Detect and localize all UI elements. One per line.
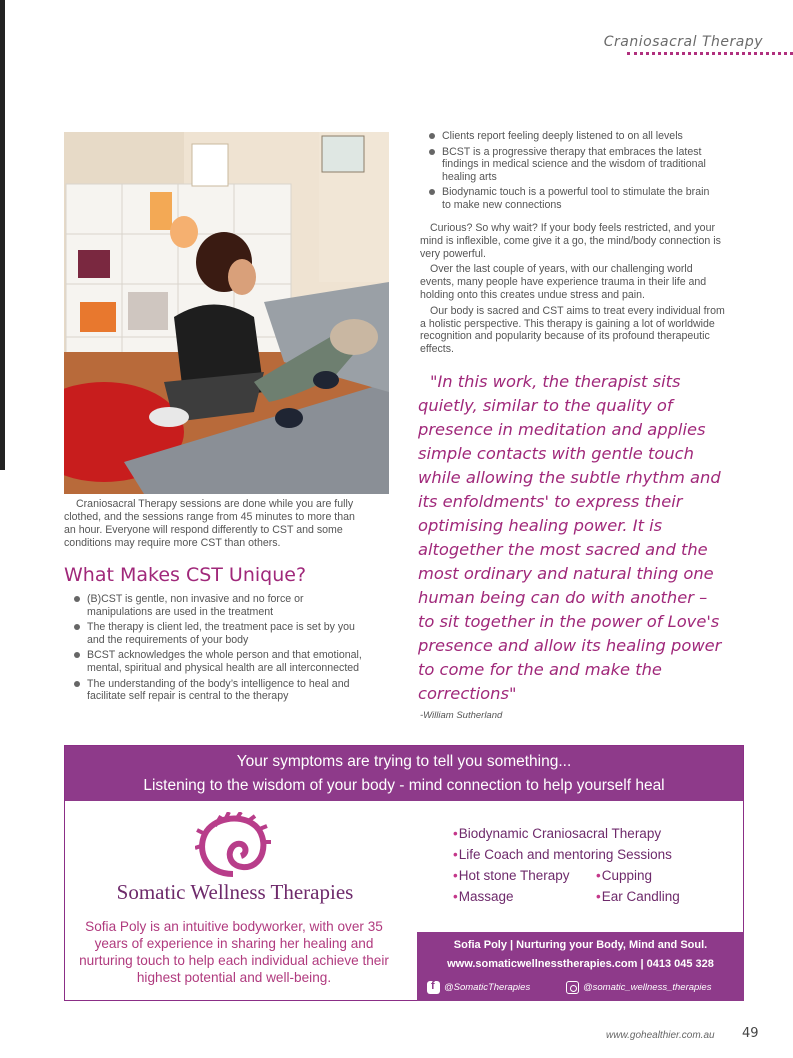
unique-bullet-list bbox=[71, 593, 371, 706]
list-item: The therapy is client led, the treatment pace is set by you and the requirements of your body bbox=[71, 621, 371, 646]
contact-box bbox=[417, 932, 744, 1001]
service-item: • Ear Candling bbox=[596, 889, 680, 904]
list-item: The understanding of the body’s intelligence to heal and facilitate self repair is central to the therapy bbox=[71, 678, 371, 703]
nautilus-logo-icon bbox=[195, 812, 271, 878]
photo-caption: Craniosacral Therapy sessions are done while you are fully clothed, and the sessions range from 45 minutes to more than an hour. Everyone will respond differently to CST and some conditions may require more CST than others. bbox=[64, 498, 355, 549]
advertisement bbox=[64, 745, 744, 1001]
paragraph: Our body is sacred and CST aims to treat every individual from a holistic perspective. This therapy is gaining a lot of worldwide recognition and popularity because of its profound therapeutic effects. bbox=[420, 304, 725, 356]
service-item: • Life Coach and mentoring Sessions bbox=[453, 847, 672, 862]
footer-url[interactable]: www.gohealthier.com.au bbox=[606, 1030, 715, 1041]
banner-line: Your symptoms are trying to tell you something... bbox=[236, 753, 572, 770]
brand-name: Somatic Wellness Therapies bbox=[116, 880, 354, 904]
practitioner-bio: Sofia Poly is an intuitive bodyworker, with over 35 years of experience in sharing her healing and nurturing touch to help each individual achieve their highest potential and well-being. bbox=[79, 919, 389, 985]
facebook-icon bbox=[427, 981, 440, 994]
pull-quote: "In this work, the therapist sits quietly, similar to the quality of presence in meditation and applies simple contacts with gentle touch while allowing the subtle rhythm and its enfoldments' to express their optimising healing power. It is altogether the most sacred and the most ordinary and natural thing one human being can do with another – to sit together in the power of Love's presence and allow its healing power to come for the and make the corrections" bbox=[418, 372, 722, 703]
list-item: Biodynamic touch is a powerful tool to stimulate the brain to make new connections bbox=[426, 186, 716, 211]
quote-attribution: -William Sutherland bbox=[420, 710, 503, 721]
facebook-link[interactable] bbox=[427, 981, 530, 994]
instagram-icon bbox=[566, 981, 579, 994]
banner-line: Listening to the wisdom of your body - mind connection to help yourself heal bbox=[143, 777, 665, 794]
service-item: • Cupping bbox=[596, 868, 652, 883]
paragraph: Curious? So why wait? If your body feels restricted, and your mind is inflexible, come give it a go, the mind/body connection is very powerful. bbox=[420, 222, 721, 260]
instagram-handle: @somatic_wellness_therapies bbox=[583, 982, 712, 994]
ad-banner bbox=[65, 746, 743, 801]
list-item: (B)CST is gentle, non invasive and no force or manipulations are used in the treatment bbox=[71, 593, 371, 618]
list-item: BCST is a progressive therapy that embraces the latest findings in medical science and the wisdom of traditional healing arts bbox=[426, 146, 716, 184]
service-item: • Biodynamic Craniosacral Therapy bbox=[453, 826, 661, 841]
service-item: • Hot stone Therapy bbox=[453, 868, 570, 883]
body-paragraphs bbox=[420, 222, 725, 359]
contact-tagline: Sofia Poly | Nurturing your Body, Mind and Soul. bbox=[453, 939, 708, 951]
section-title: Craniosacral Therapy bbox=[603, 34, 763, 50]
benefits-bullet-list bbox=[426, 130, 716, 215]
section-subheading: What Makes CST Unique? bbox=[64, 564, 307, 586]
service-item: • Massage bbox=[453, 889, 514, 904]
page-edge-shadow bbox=[0, 0, 5, 470]
facebook-handle: @SomaticTherapies bbox=[444, 982, 531, 994]
contact-website-phone[interactable]: www.somaticwellnesstherapies.com | 0413 045 328 bbox=[447, 958, 714, 970]
page-number: 49 bbox=[742, 1026, 759, 1041]
paragraph: Over the last couple of years, with our challenging world events, many people have experience trauma in their life and holding onto this creates undue stress and pain. bbox=[420, 263, 707, 301]
list-item: Clients report feeling deeply listened to on all levels bbox=[426, 130, 716, 143]
therapy-session-photo bbox=[64, 132, 389, 494]
header-dotted-rule bbox=[627, 52, 793, 55]
list-item: BCST acknowledges the whole person and that emotional, mental, spiritual and physical health are all interconnected bbox=[71, 649, 371, 674]
instagram-link[interactable] bbox=[566, 981, 711, 994]
